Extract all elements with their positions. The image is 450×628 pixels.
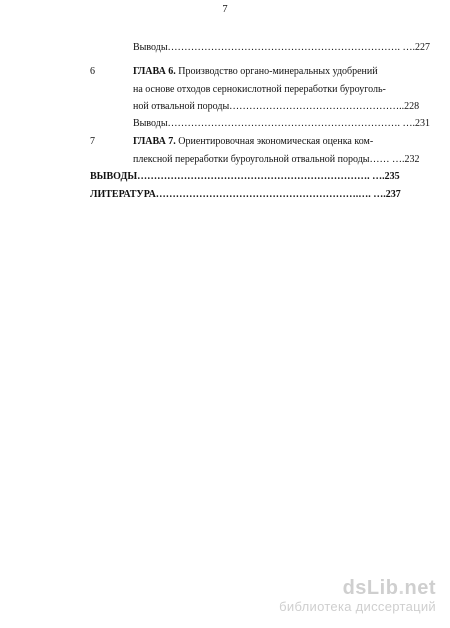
toc-entry-chapter5-conclusions: Выводы……………………………………………………………. ….227 — [133, 42, 431, 53]
toc-entry-literature: ЛИТЕРАТУРА…………………………………………………….…. ….237 — [90, 189, 401, 200]
dslib-watermark — [279, 577, 436, 614]
toc-entry-chapter6-line2: на основе отходов сернокислотной переработки буроуголь- — [133, 84, 386, 95]
toc-entry-number-6: 6 — [90, 66, 95, 77]
toc-entry-conclusions: ВЫВОДЫ……………………………………………………………. ….235 — [90, 171, 400, 182]
toc-entry-chapter6 — [133, 66, 378, 78]
toc-entry-chapter7-line2: плексной переработки буроугольной отвальной породы…… ….232 — [133, 154, 420, 165]
page-number: 7 — [222, 4, 228, 15]
toc-entry-chapter6-conclusions: Выводы……………………………………………………………. ….231 — [133, 118, 431, 129]
chapter7-title: Ориентировочная экономическая оценка ком- — [175, 136, 374, 147]
chapter6-title: Производство органо-минеральных удобрений — [175, 66, 378, 77]
chapter6-label: ГЛАВА 6. — [133, 66, 176, 77]
watermark-subtitle: библиотека диссертаций — [279, 599, 436, 614]
chapter7-label: ГЛАВА 7. — [133, 136, 176, 147]
toc-entry-chapter7 — [133, 136, 373, 148]
watermark-logo: dsLib.net — [342, 577, 436, 599]
toc-entry-number-7: 7 — [90, 136, 95, 147]
toc-entry-chapter6-line3: ной отвальной породы……………………………………………..228 — [133, 101, 420, 112]
